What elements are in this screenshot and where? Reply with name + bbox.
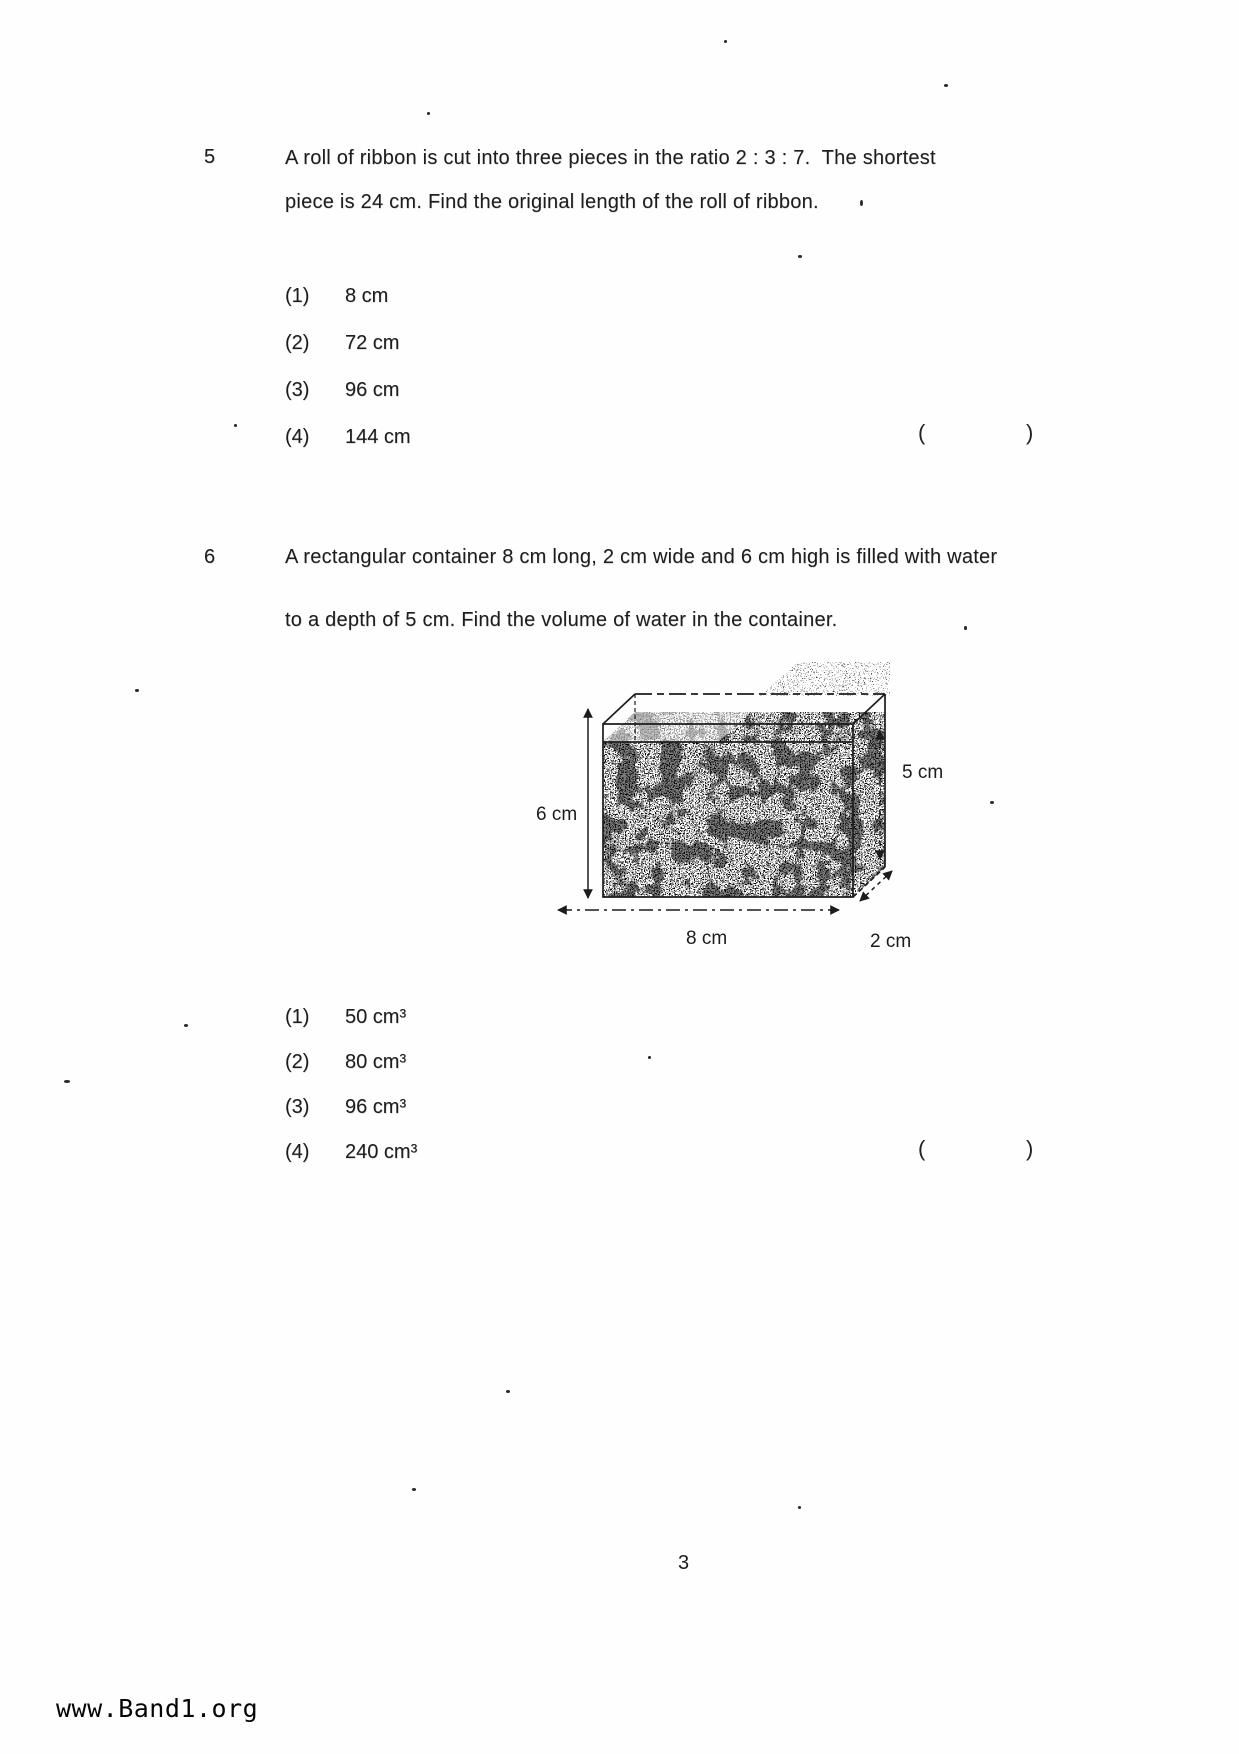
scan-speck	[506, 1390, 510, 1393]
question-5-option-4	[285, 426, 411, 449]
scan-speck	[64, 1080, 70, 1083]
option-value: 144 cm	[345, 426, 411, 448]
question-5-answer-bracket-close: )	[1026, 420, 1034, 445]
question-6-answer-bracket-open: (	[918, 1136, 926, 1161]
scan-speck	[724, 40, 727, 43]
question-6-option-2	[285, 1051, 406, 1074]
page-number: 3	[678, 1552, 690, 1574]
scan-speck	[234, 424, 237, 427]
source-watermark: www.Band1.org	[56, 1694, 259, 1723]
option-label: (4)	[285, 426, 310, 448]
height-dimension-label: 6 cm	[536, 804, 578, 825]
scan-speck	[944, 84, 948, 87]
option-label: (3)	[285, 1096, 310, 1118]
scan-speck	[648, 1056, 651, 1059]
question-6-option-3	[285, 1096, 406, 1119]
question-5-option-1	[285, 285, 388, 308]
width-dimension-label: 2 cm	[870, 931, 912, 952]
question-5-answer-bracket-open: (	[918, 420, 926, 445]
question-5-option-3	[285, 379, 399, 402]
option-value: 96 cm	[345, 379, 400, 401]
question-6-text-line-1: A rectangular container 8 cm long, 2 cm wide and 6 cm high is filled with water	[285, 546, 998, 568]
question-5-option-2	[285, 332, 399, 355]
scan-speck	[798, 1506, 801, 1509]
option-label: (4)	[285, 1141, 310, 1163]
scan-speck	[184, 1024, 188, 1027]
scan-speck	[798, 255, 802, 258]
question-5-text-line-1: A roll of ribbon is cut into three pieces in the ratio 2 : 3 : 7. The shortest	[285, 147, 936, 169]
option-value: 96 cm³	[345, 1096, 407, 1118]
question-6-text-line-2: to a depth of 5 cm. Find the volume of water in the container.	[285, 609, 838, 631]
water-depth-dimension-label: 5 cm	[902, 762, 944, 783]
water-stipple	[598, 660, 892, 902]
scan-speck	[412, 1488, 416, 1491]
option-label: (1)	[285, 285, 310, 307]
question-6-number: 6	[204, 546, 216, 568]
option-value: 50 cm³	[345, 1006, 407, 1028]
option-value: 8 cm	[345, 285, 389, 307]
scan-speck	[964, 626, 967, 630]
question-5-number: 5	[204, 146, 216, 168]
scan-speck	[860, 200, 863, 206]
question-6-option-4	[285, 1141, 417, 1164]
option-value: 240 cm³	[345, 1141, 418, 1163]
question-6-answer-bracket-close: )	[1026, 1136, 1034, 1161]
option-label: (2)	[285, 1051, 310, 1073]
option-label: (1)	[285, 1006, 310, 1028]
option-value: 80 cm³	[345, 1051, 407, 1073]
option-label: (2)	[285, 332, 310, 354]
water-container-diagram	[528, 642, 1048, 982]
scan-speck	[135, 689, 139, 692]
option-label: (3)	[285, 379, 310, 401]
option-value: 72 cm	[345, 332, 400, 354]
question-5-text-line-2: piece is 24 cm. Find the original length of the roll of ribbon.	[285, 191, 819, 213]
length-dimension-label: 8 cm	[686, 928, 728, 949]
scan-speck	[990, 801, 994, 804]
question-6-option-1	[285, 1006, 406, 1029]
scan-speck	[427, 112, 430, 115]
